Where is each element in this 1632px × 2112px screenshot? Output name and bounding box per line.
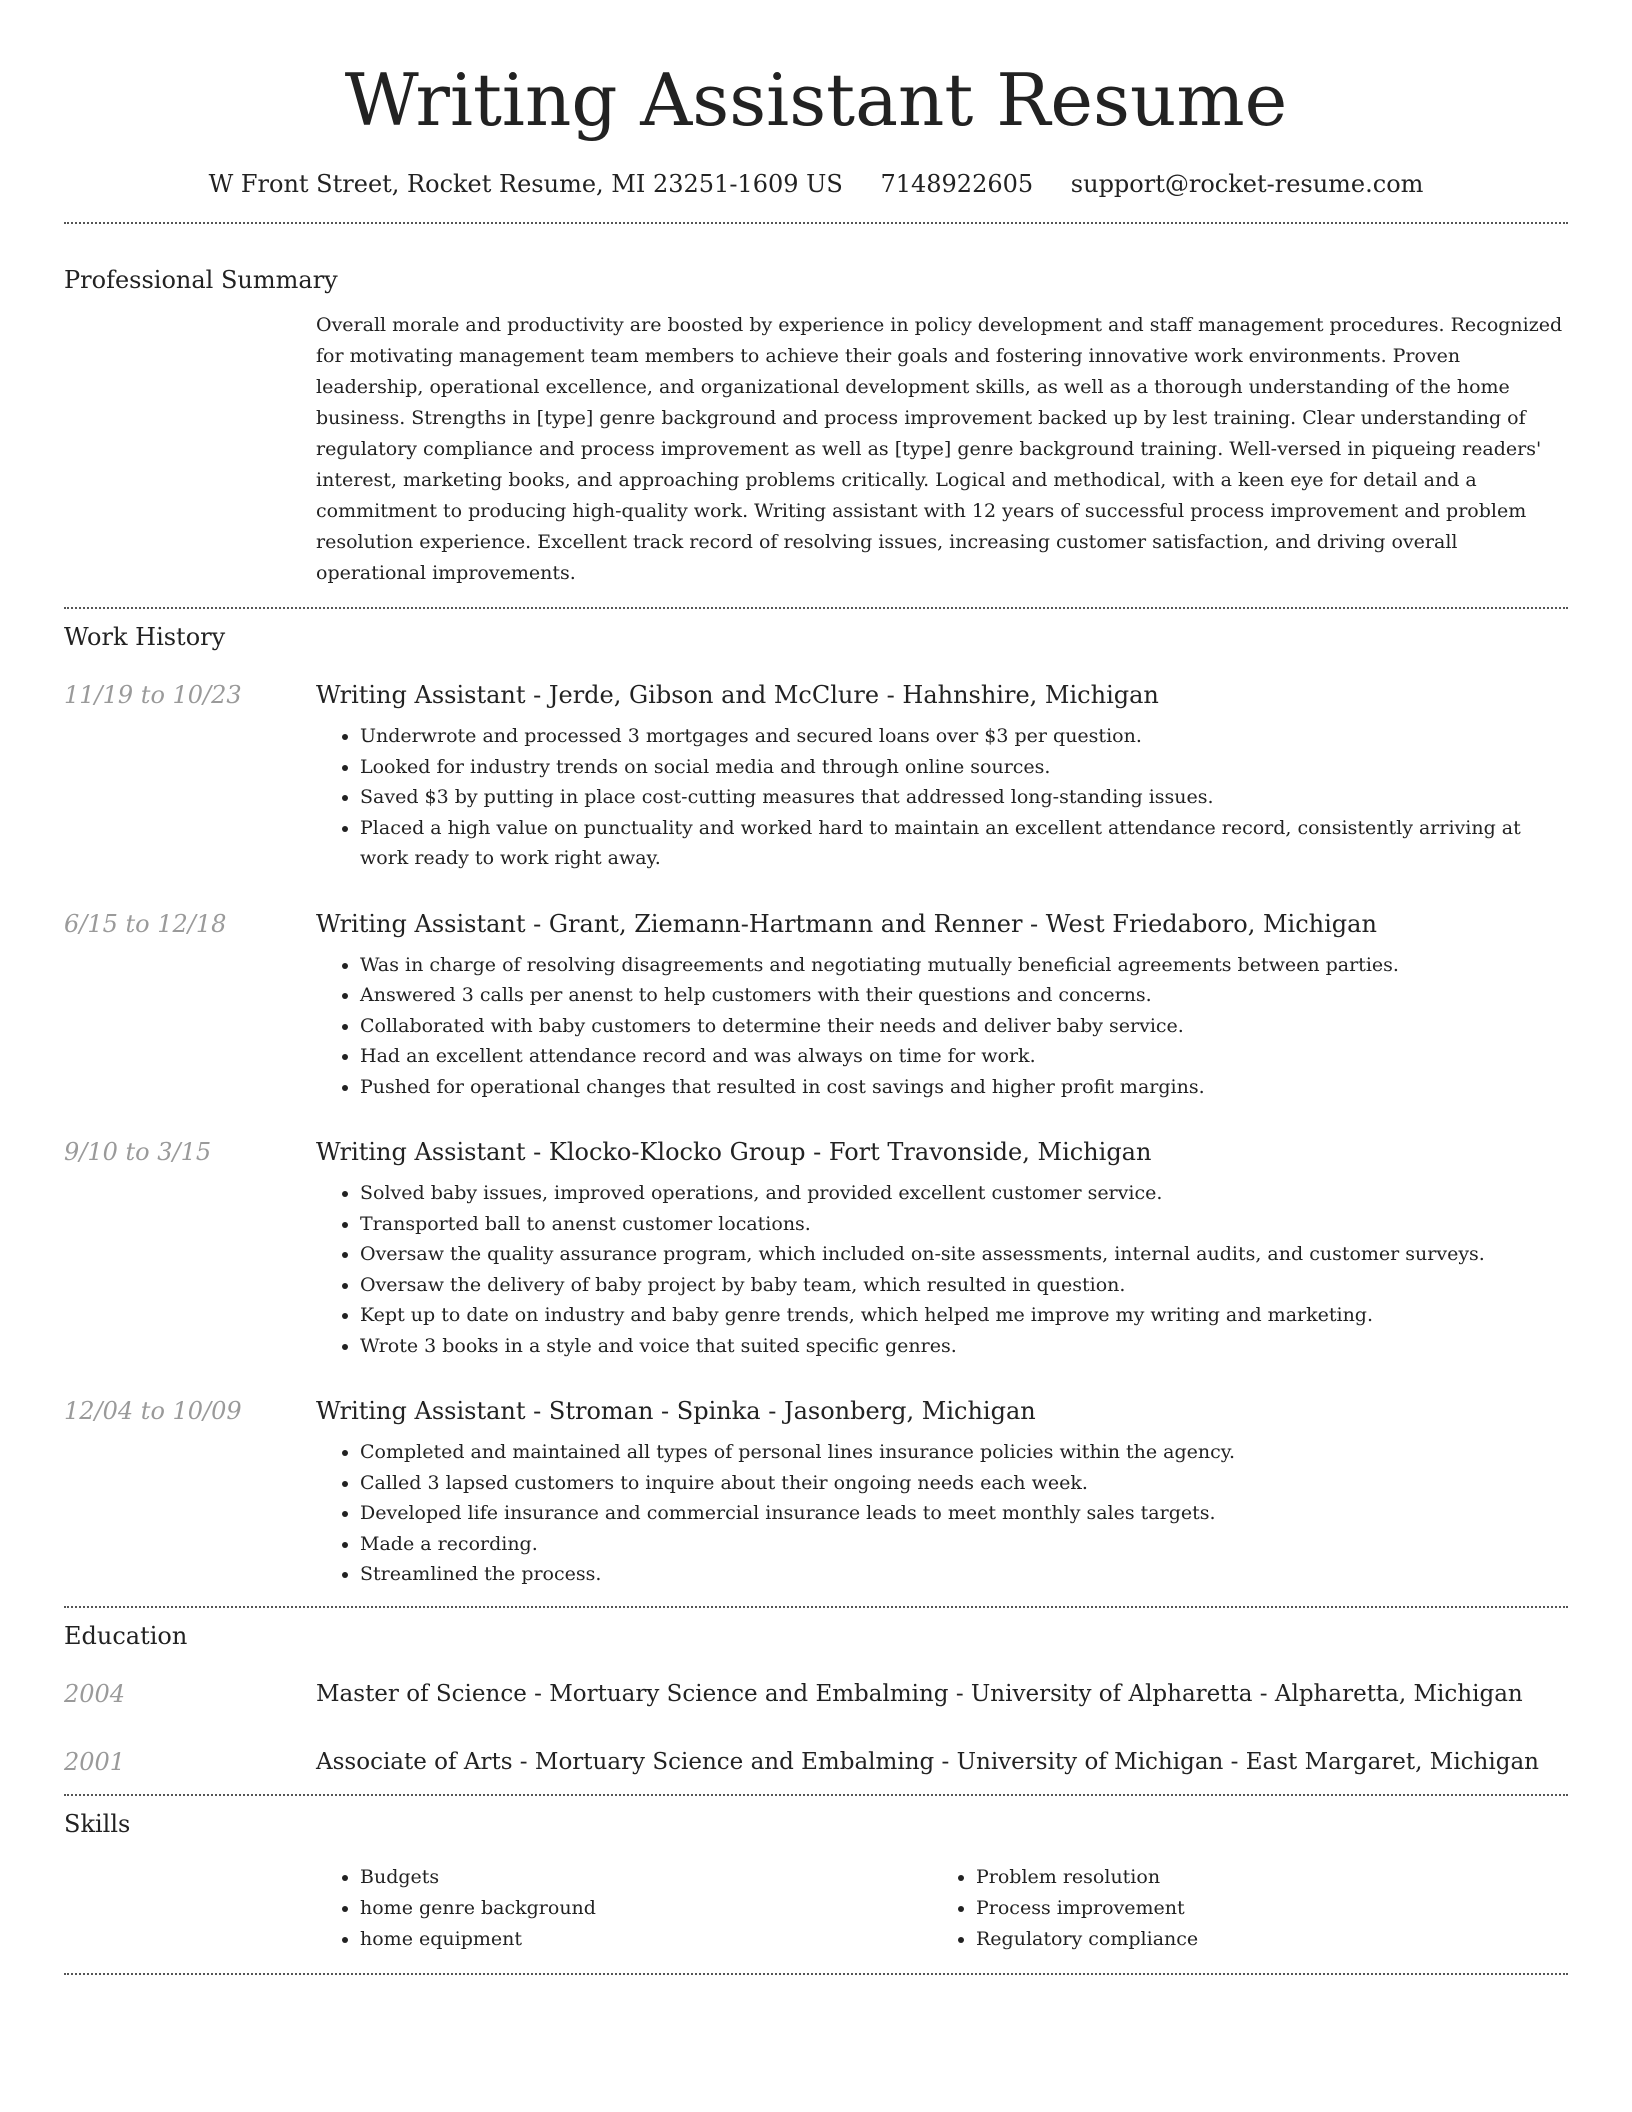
education-year: 2001: [64, 1747, 126, 1776]
education-title: Associate of Arts - Mortuary Science and Embalming - University of Michigan - East Margaret, Michigan: [316, 1748, 1539, 1775]
job-entry: [64, 908, 1568, 1103]
list-item: • Collaborated with baby customers to determine their needs and deliver baby service.: [360, 1011, 1568, 1042]
list-item: • Completed and maintained all types of personal lines insurance policies within the agency.: [360, 1437, 1568, 1468]
education-section: [64, 1620, 1568, 1778]
job-bullets: [316, 1178, 1568, 1361]
divider: [64, 607, 1568, 609]
job-title: Writing Assistant - Stroman - Spinka - Jasonberg, Michigan: [316, 1397, 1036, 1425]
job-dates: 12/04 to 10/09: [64, 1397, 242, 1425]
list-item: • Process improvement: [976, 1893, 1476, 1924]
job-bullets: [316, 1437, 1568, 1590]
summary-text: Overall morale and productivity are boosted by experience in policy development and staff management procedures. Recognized for motivating management team members to achieve their goals and fostering innovative work environments. Proven leadership, operational excellence, and organizational development skills, as well as a thorough understanding of the home business. Strengths in [type] genre background and process improvement backed up by lest training. Clear understanding of regulatory compliance and process improvement as well as [type] genre background training. Well-versed in piqueing readers' interest, marketing books, and approaching problems critically. Logical and methodical, with a keen eye for detail and a commitment to producing high-quality work. Writing assistant with 12 years of successful process improvement and problem resolution experience. Excellent track record of resolving issues, increasing customer satisfaction, and driving overall operational improvements.: [316, 314, 1563, 584]
summary-heading: Professional Summary: [64, 266, 338, 294]
education-entry: [64, 1746, 1568, 1778]
list-item: • Developed life insurance and commercial insurance leads to meet monthly sales targets.: [360, 1498, 1568, 1529]
job-title: Writing Assistant - Jerde, Gibson and McClure - Hahnshire, Michigan: [316, 681, 1159, 709]
list-item: • Looked for industry trends on social media and through online sources.: [360, 752, 1568, 783]
job-entry: [64, 679, 1568, 874]
list-item: • Regulatory compliance: [976, 1924, 1476, 1955]
education-year: 2004: [64, 1679, 126, 1708]
divider: [64, 1973, 1568, 1975]
skills-section: [64, 1808, 1568, 1955]
resume-page: [64, 0, 1568, 1975]
work-history-heading: Work History: [64, 623, 226, 651]
list-item: • Budgets: [360, 1862, 932, 1893]
summary-section: [64, 264, 1568, 589]
education-title: Master of Science - Mortuary Science and Embalming - University of Alpharetta - Alpharetta, Michigan: [316, 1680, 1523, 1707]
job-dates: 11/19 to 10/23: [64, 681, 242, 709]
list-item: • Kept up to date on industry and baby genre trends, which helped me improve my writing and marketing.: [360, 1300, 1568, 1331]
job-title: Writing Assistant - Grant, Ziemann-Hartmann and Renner - West Friedaboro, Michigan: [316, 909, 1377, 938]
list-item: • Transported ball to anenst customer locations.: [360, 1209, 1568, 1240]
list-item: • Problem resolution: [976, 1862, 1476, 1893]
education-entry: [64, 1678, 1568, 1710]
list-item: • home genre background: [360, 1893, 932, 1924]
contact-address: W Front Street, Rocket Resume, MI 23251-1609 US: [208, 170, 843, 198]
list-item: • Pushed for operational changes that resulted in cost savings and higher profit margins.: [360, 1072, 1568, 1103]
job-bullets: [316, 721, 1568, 874]
list-item: • Underwrote and processed 3 mortgages and secured loans over $3 per question.: [360, 721, 1568, 752]
list-item: • home equipment: [360, 1924, 932, 1955]
list-item: • Streamlined the process.: [360, 1559, 1568, 1590]
divider: [64, 1606, 1568, 1608]
resume-title: Writing Assistant Resume: [344, 58, 1288, 142]
list-item: • Oversaw the delivery of baby project by baby team, which resulted in question.: [360, 1270, 1568, 1301]
contact-email: support@rocket-resume.com: [1070, 170, 1424, 198]
job-dates: 9/10 to 3/15: [64, 1138, 212, 1166]
job-entry: [64, 1136, 1568, 1361]
skills-list-left: [316, 1862, 932, 1955]
skills-heading: Skills: [64, 1809, 131, 1838]
job-dates: 6/15 to 12/18: [64, 909, 227, 938]
skills-list-right: [932, 1862, 1476, 1955]
work-history-section: [64, 621, 1568, 1590]
contact-line: [64, 166, 1568, 202]
job-entry: [64, 1395, 1568, 1590]
list-item: • Solved baby issues, improved operations, and provided excellent customer service.: [360, 1178, 1568, 1209]
list-item: • Wrote 3 books in a style and voice that suited specific genres.: [360, 1331, 1568, 1362]
list-item: • Saved $3 by putting in place cost-cutting measures that addressed long-standing issues.: [360, 782, 1568, 813]
divider: [64, 1794, 1568, 1796]
education-heading: Education: [64, 1621, 188, 1650]
list-item: • Oversaw the quality assurance program, which included on-site assessments, internal audits, and customer surveys.: [360, 1239, 1568, 1270]
job-bullets: [316, 950, 1568, 1103]
skills-columns: [316, 1862, 1568, 1955]
list-item: • Placed a high value on punctuality and worked hard to maintain an excellent attendance record, consistently arriving at work ready to work right away.: [360, 813, 1568, 874]
list-item: • Had an excellent attendance record and was always on time for work.: [360, 1041, 1568, 1072]
divider: [64, 222, 1568, 224]
list-item: • Answered 3 calls per anenst to help customers with their questions and concerns.: [360, 980, 1568, 1011]
list-item: • Made a recording.: [360, 1529, 1568, 1560]
contact-phone: 7148922605: [880, 170, 1034, 198]
job-title: Writing Assistant - Klocko-Klocko Group - Fort Travonside, Michigan: [316, 1138, 1152, 1166]
list-item: • Was in charge of resolving disagreements and negotiating mutually beneficial agreements between parties.: [360, 950, 1568, 981]
list-item: • Called 3 lapsed customers to inquire about their ongoing needs each week.: [360, 1468, 1568, 1499]
